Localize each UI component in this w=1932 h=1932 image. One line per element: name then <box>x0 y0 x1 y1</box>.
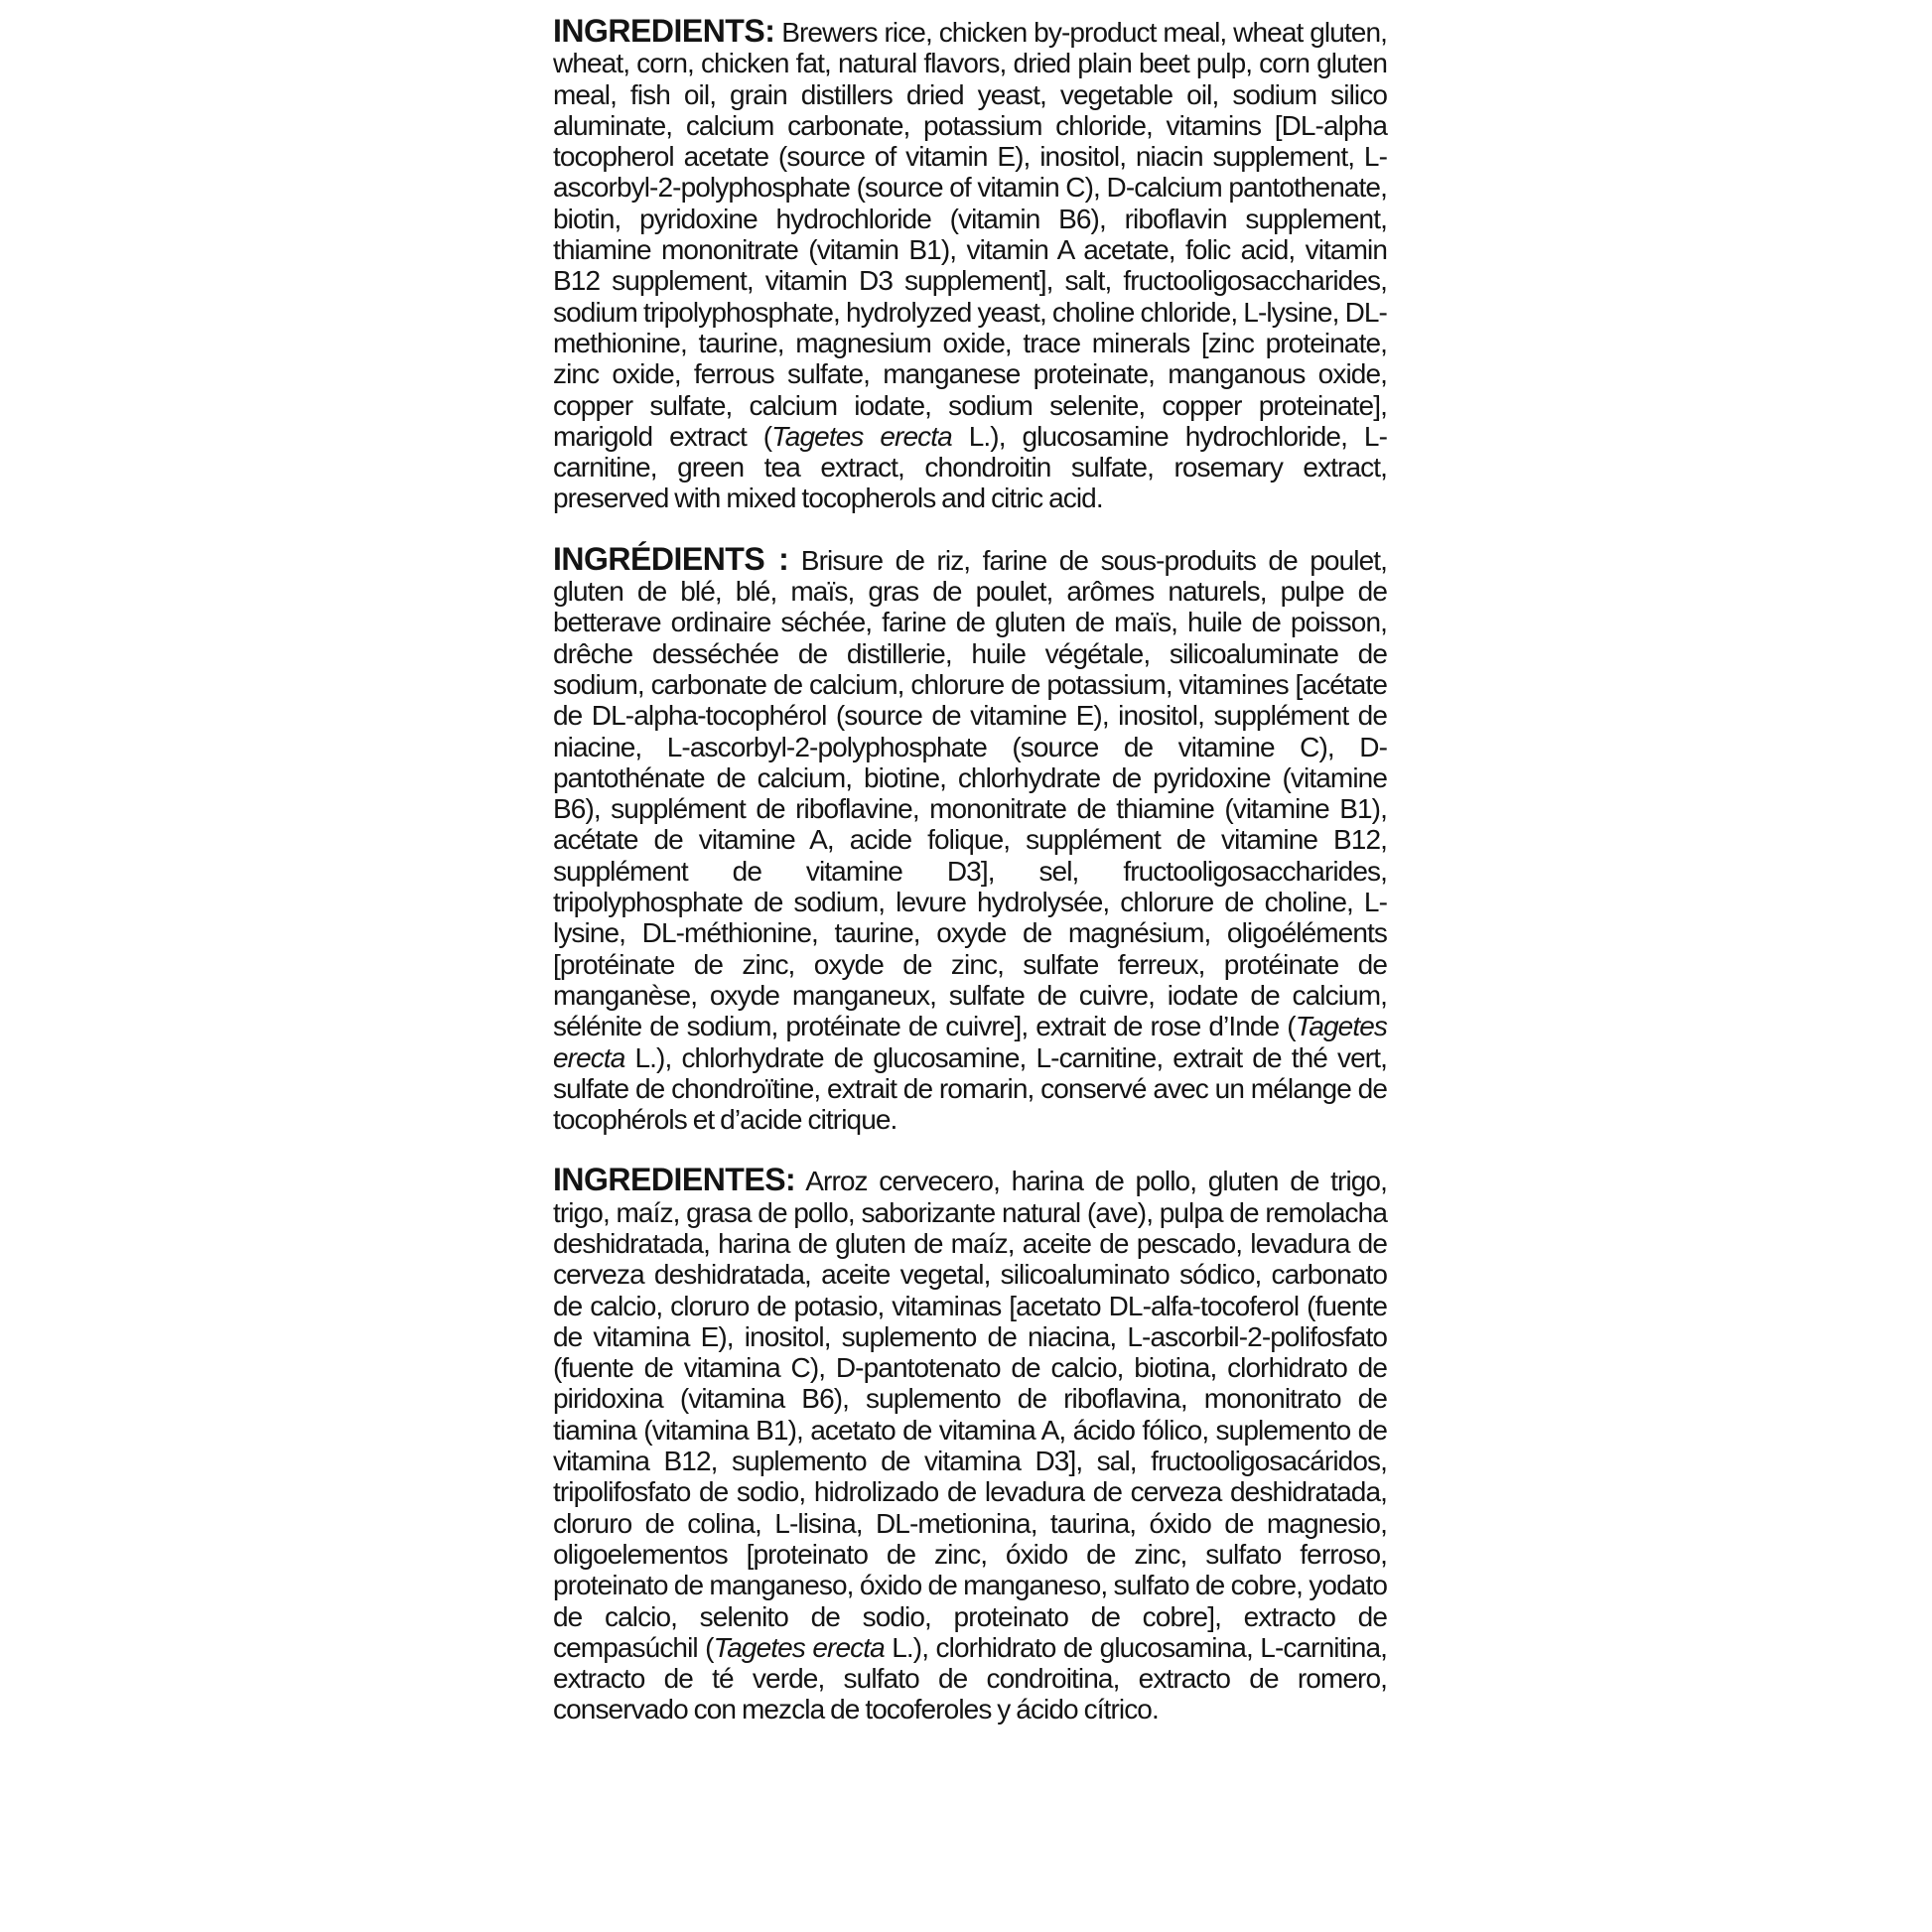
ingredients-panel <box>553 13 1387 1755</box>
ingredients-section-spanish <box>553 1162 1387 1725</box>
section-heading: INGREDIENTES: <box>553 1162 796 1198</box>
ingredient-list-text: L.), clorhidrato de glucosamina, L-carnitina, extracto de té verde, sulfato de condroitina, extracto de romero, conservado con mezcla de tocoferoles y ácido cítrico. <box>553 1631 1387 1725</box>
latin-name: Tagetes erecta <box>553 1011 1387 1073</box>
ingredient-list-text: Arroz cervecero, harina de pollo, gluten de trigo, trigo, maíz, grasa de pollo, saborizante natural (ave), pulpa de remolacha deshidratada, harina de gluten de maíz, aceite de pescado, levadura de cerveza deshidratada, aceite vegetal, silicoaluminato sódico, carbonato de calcio, cloruro de potasio, vitaminas [acetato DL-alfa-tocoferol (fuente de vitamina E), inositol, suplemento de niacina, L-ascorbil-2-polifosfato (fuente de vitamina C), D-pantotenato de calcio, biotina, clorhidrato de piridoxina (vitamina B6), suplemento de riboflavina, mononitrato de tiamina (vitamina B1), acetato de vitamina A, ácido fólico, suplemento de vitamina B12, suplemento de vitamina D3], sal, fructooligosacáridos, tripolifosfato de sodio, hidrolizado de levadura de cerveza deshidratada, cloruro de colina, L-lisina, DL-metionina, taurina, óxido de magnesio, oligoelementos [proteinato de zinc, óxido de zinc, sulfato ferroso, proteinato de manganeso, óxido de manganeso, sulfato de cobre, yodato de calcio, selenito de sodio, proteinato de cobre], extracto de cempasúchil ( <box>553 1166 1387 1663</box>
ingredient-list-text: Brewers rice, chicken by-product meal, wheat gluten, wheat, corn, chicken fat, natural flavors, dried plain beet pulp, corn gluten meal, fish oil, grain distillers dried yeast, vegetable oil, sodium silico aluminate, calcium carbonate, potassium chloride, vitamins [DL-alpha tocopherol acetate (source of vitamin E), inositol, niacin supplement, L-ascorbyl-2-polyphosphate (source of vitamin C), D-calcium pantothenate, biotin, pyridoxine hydrochloride (vitamin B6), riboflavin supplement, thiamine mononitrate (vitamin B1), vitamin A acetate, folic acid, vitamin B12 supplement, vitamin D3 supplement], salt, fructooligosaccharides, sodium tripolyphosphate, hydrolyzed yeast, choline chloride, L-lysine, DL-methionine, taurine, magnesium oxide, trace minerals [zinc proteinate, zinc oxide, ferrous sulfate, manganese proteinate, manganous oxide, copper sulfate, calcium iodate, sodium selenite, copper proteinate], marigold extract ( <box>553 17 1387 452</box>
ingredient-list-text: Brisure de riz, farine de sous-produits de poulet, gluten de blé, blé, maïs, gras de poulet, arômes naturels, pulpe de betterave ordinaire séchée, farine de gluten de maïs, huile de poisson, drêche desséchée de distillerie, huile végétale, silicoaluminate de sodium, carbonate de calcium, chlorure de potassium, vitamines [acétate de DL-alpha-tocophérol (source de vitamine E), inositol, supplément de niacine, L-ascorbyl-2-polyphosphate (source de vitamine C), D-pantothénate de calcium, biotine, chlorhydrate de pyridoxine (vitamine B6), supplément de riboflavine, mononitrate de thiamine (vitamine B1), acétate de vitamine A, acide folique, supplément de vitamine B12, supplément de vitamine D3], sel, fructooligosaccharides, tripolyphosphate de sodium, levure hydrolysée, chlorure de choline, L-lysine, DL-méthionine, taurine, oxyde de magnésium, oligoéléments [protéinate de zinc, oxyde de zinc, sulfate ferreux, protéinate de manganèse, oxyde manganeux, sulfate de cuivre, iodate de calcium, sélénite de sodium, protéinate de cuivre], extrait de rose d’Inde ( <box>553 544 1387 1042</box>
section-heading: INGRÉDIENTS : <box>553 540 789 577</box>
ingredients-section-french <box>553 540 1387 1136</box>
ingredient-list-text: L.), chlorhydrate de glucosamine, L-carnitine, extrait de thé vert, sulfate de chondroïtine, extrait de romarin, conservé avec un mélange de tocophérols et d’acide citrique. <box>553 1041 1387 1136</box>
latin-name: Tagetes erecta <box>713 1631 885 1663</box>
ingredient-list-text: L.), glucosamine hydrochloride, L-carnitine, green tea extract, chondroitin sulfate, rosemary extract, preserved with mixed tocopherols and citric acid. <box>553 420 1387 514</box>
section-heading: INGREDIENTS: <box>553 13 775 49</box>
latin-name: Tagetes erecta <box>771 420 952 452</box>
ingredients-section-english <box>553 13 1387 514</box>
